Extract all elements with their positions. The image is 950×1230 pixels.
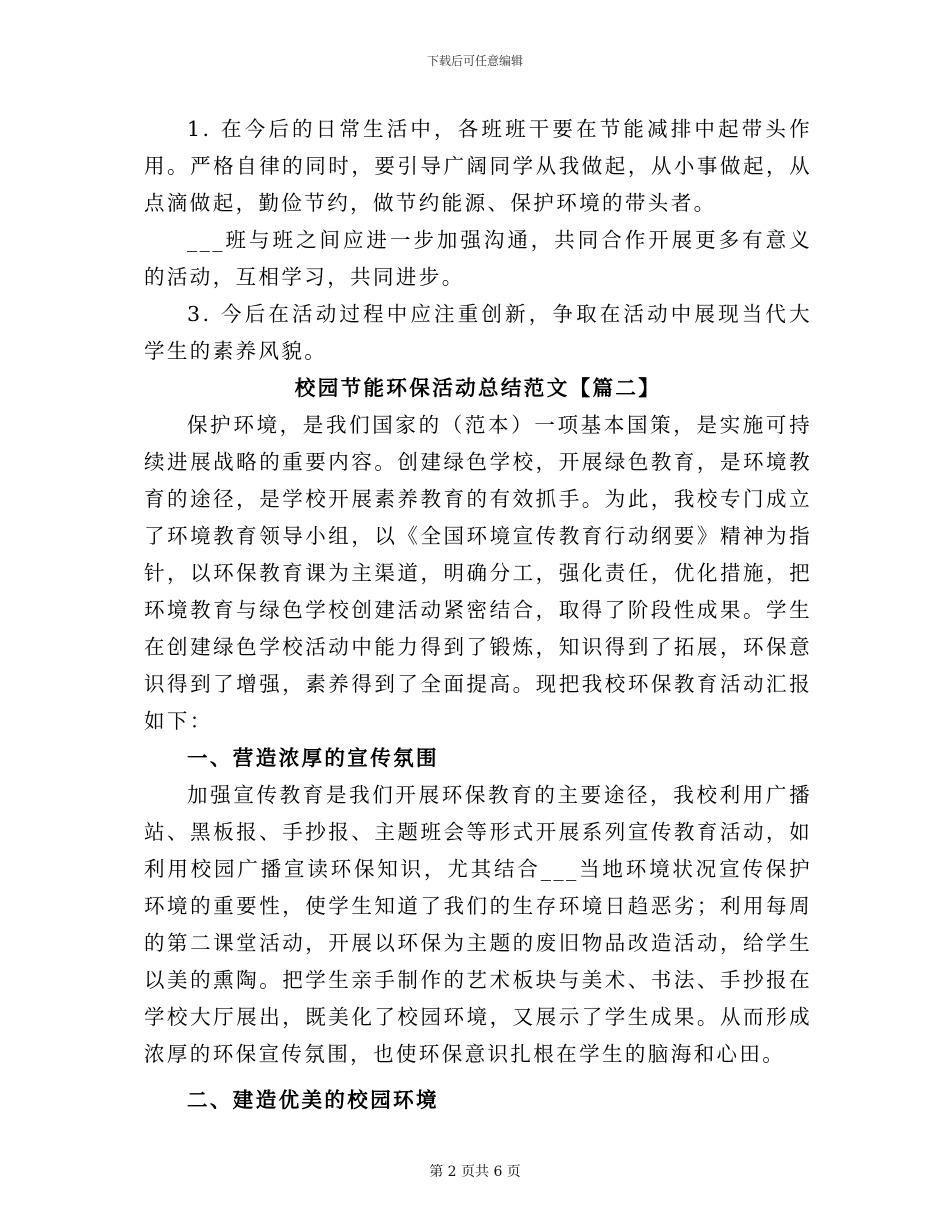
list-item-1: 1. 在今后的日常生活中，各班班干要在节能减排中起带头作用。严格自律的同时，要引导广阔同学从我做起，从小事做起，从点滴做起，勤俭节约，做节约能源、保护环境的带头者。 (144, 117, 812, 215)
page-header: 下载后可任意编辑 (426, 54, 523, 68)
list-item-3: 3. 今后在活动过程中应注重创新，争取在活动中展现当代大学生的素养风貌。 (144, 302, 812, 363)
spacer (144, 1073, 812, 1082)
body-paragraph-1: 加强宣传教育是我们开展环保教育的主要途径，我校利用广播站、黑板报、手抄报、主题班会等形式开展系列宣传教育活动，如利用校园广播宣读环保知识，尤其结合___当地环境状况宣传保护环境的重要性，使学生知道了我们的生存环境日趋恶劣；利用每周的第二课堂活动，开展以环保为主题的废旧物品改造活动，给学生以美的熏陶。把学生亲手制作的艺术板块与美术、书法、手抄报在学校大厅展出，既美化了校园环境，又展示了学生成果。从而形成浓厚的环保宣传氛围，也使环保意识扎根在学生的脑海和心田。 (144, 783, 812, 1066)
page-footer: 第 2 页共 6 页 (429, 1164, 521, 1180)
document-body (144, 111, 812, 1119)
sub-heading-2: 二、建造优美的校园环境 (187, 1088, 439, 1112)
intro-paragraph: 保护环境，是我们国家的（范本）一项基本国策，是实施可持续进展战略的重要内容。创建绿色学校，开展绿色教育，是环境教育的途径，是学校开展素养教育的有效抓手。为此，我校专门成立了环境教育领导小组，以《全国环境宣传教育行动纲要》精神为指针，以环保教育课为主渠道，明确分工，强化责任，优化措施，把环境教育与绿色学校创建活动紧密结合，取得了阶段性成果。学生在创建绿色学校活动中能力得到了锻炼，知识得到了拓展，环保意识得到了增强，素养得到了全面提高。现把我校环保教育活动汇报如下： (144, 413, 812, 733)
sub-heading-1: 一、营造浓厚的宣传氛围 (187, 746, 439, 770)
section-title: 校园节能环保活动总结范文【篇二】 (294, 376, 662, 400)
list-item-2: ___班与班之间应进一步加强沟通，共同合作开展更多有意义的活动，互相学习，共同进步。 (144, 228, 812, 289)
